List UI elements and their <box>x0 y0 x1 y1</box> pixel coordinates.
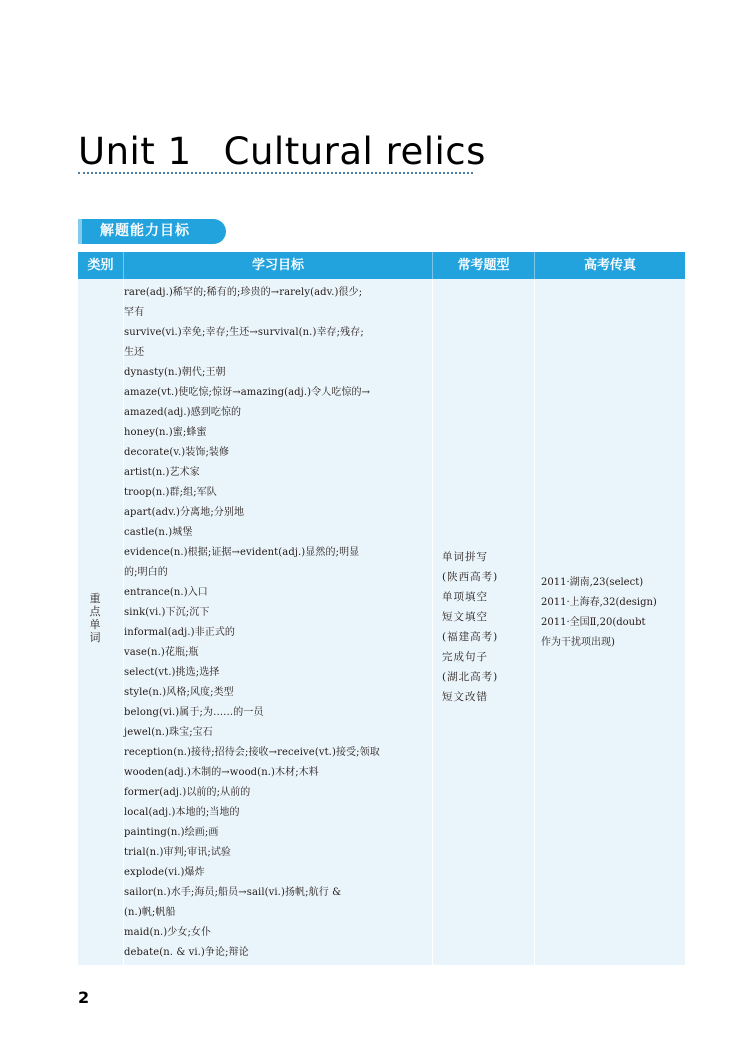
question-type-line: 短文填空 <box>442 611 488 623</box>
goal-line: 生还 <box>124 347 145 358</box>
header-question-types: 常考题型 <box>457 258 510 273</box>
question-type-line: 单词拼写 <box>442 551 488 563</box>
question-types-list <box>442 547 532 707</box>
objectives-table <box>78 252 685 965</box>
header-exam-refs: 高考传真 <box>583 258 636 273</box>
goal-line: sailor(n.)水手;海员;船员→sail(vi.)扬帆;航行 & <box>124 887 342 898</box>
column-divider <box>534 279 535 965</box>
goal-line: trial(n.)审判;审讯;试验 <box>124 847 232 858</box>
goal-line: evidence(n.)根据;证据→evident(adj.)显然的;明显 <box>124 547 360 558</box>
unit-title <box>78 128 486 176</box>
goal-line: decorate(v.)装饰;装修 <box>124 447 230 458</box>
goal-line: former(adj.)以前的;从前的 <box>124 787 251 798</box>
exam-ref-line: 2011·全国Ⅱ,20(doubt <box>541 617 646 628</box>
goal-line: select(vt.)挑选;选择 <box>124 667 220 678</box>
table-header <box>78 252 685 279</box>
goal-line: wooden(adj.)木制的→wood(n.)木材;木料 <box>124 767 319 778</box>
section-tag-accent <box>78 219 82 244</box>
goals-list <box>124 283 424 963</box>
goal-line: artist(n.)艺术家 <box>124 467 200 478</box>
goal-line: belong(vi.)属于;为……的一员 <box>124 707 264 718</box>
header-divider <box>123 252 124 279</box>
question-type-line: (福建高考) <box>442 631 499 643</box>
goal-line: amazed(adj.)感到吃惊的 <box>124 407 242 418</box>
unit-name: Cultural relics <box>223 130 486 173</box>
column-divider <box>432 279 433 965</box>
section-tag <box>78 219 226 244</box>
goal-line: sink(vi.)下沉;沉下 <box>124 607 210 618</box>
page-number: 2 <box>78 988 90 1007</box>
goal-line: reception(n.)接待;招待会;接收→receive(vt.)接受;领取 <box>124 747 380 758</box>
goal-line: troop(n.)群;组;军队 <box>124 487 217 498</box>
goal-line: castle(n.)城堡 <box>124 527 193 538</box>
goal-line: vase(n.)花瓶;瓶 <box>124 647 199 658</box>
goal-line: local(adj.)本地的;当地的 <box>124 807 240 818</box>
goal-line: (n.)帆;帆船 <box>124 907 176 918</box>
goal-line: 的;明白的 <box>124 567 168 578</box>
question-type-line: (湖北高考) <box>442 671 499 683</box>
goal-line: dynasty(n.)朝代;王朝 <box>124 367 226 378</box>
exam-ref-line: 作为干扰项出现) <box>541 637 615 648</box>
goal-line: painting(n.)绘画;画 <box>124 827 219 838</box>
table-body <box>78 279 685 965</box>
section-tag-label: 解题能力目标 <box>100 223 190 239</box>
goal-line: rare(adj.)稀罕的;稀有的;珍贵的→rarely(adv.)很少; <box>124 287 363 298</box>
goal-line: debate(n. & vi.)争论;辩论 <box>124 947 249 958</box>
category-cell: 重点单词 <box>89 592 101 644</box>
exam-refs-list <box>541 573 685 653</box>
goal-line: entrance(n.)入口 <box>124 587 208 598</box>
goal-line: amaze(vt.)使吃惊;惊讶→amazing(adj.)令人吃惊的→ <box>124 387 371 398</box>
unit-number: Unit 1 <box>78 130 192 173</box>
goal-line: informal(adj.)非正式的 <box>124 627 236 638</box>
goal-line: 罕有 <box>124 307 145 318</box>
header-divider <box>534 252 535 279</box>
goal-line: style(n.)风格;风度;类型 <box>124 687 234 698</box>
header-category: 类别 <box>87 258 114 273</box>
goal-line: explode(vi.)爆炸 <box>124 867 205 878</box>
exam-ref-line: 2011·上海春,32(design) <box>541 597 657 608</box>
header-divider <box>432 252 433 279</box>
exam-ref-line: 2011·湖南,23(select) <box>541 577 644 588</box>
goal-line: honey(n.)蜜;蜂蜜 <box>124 427 207 438</box>
title-dotted-rule <box>78 172 473 174</box>
question-type-line: 短文改错 <box>442 691 488 703</box>
question-type-line: (陕西高考) <box>442 571 499 583</box>
header-goals: 学习目标 <box>251 258 304 273</box>
goal-line: apart(adv.)分离地;分别地 <box>124 507 245 518</box>
question-type-line: 完成句子 <box>442 651 488 663</box>
goal-line: survive(vi.)幸免;幸存;生还→survival(n.)幸存;残存; <box>124 327 364 338</box>
question-type-line: 单项填空 <box>442 591 488 603</box>
goal-line: maid(n.)少女;女仆 <box>124 927 212 938</box>
goal-line: jewel(n.)珠宝;宝石 <box>124 727 213 738</box>
